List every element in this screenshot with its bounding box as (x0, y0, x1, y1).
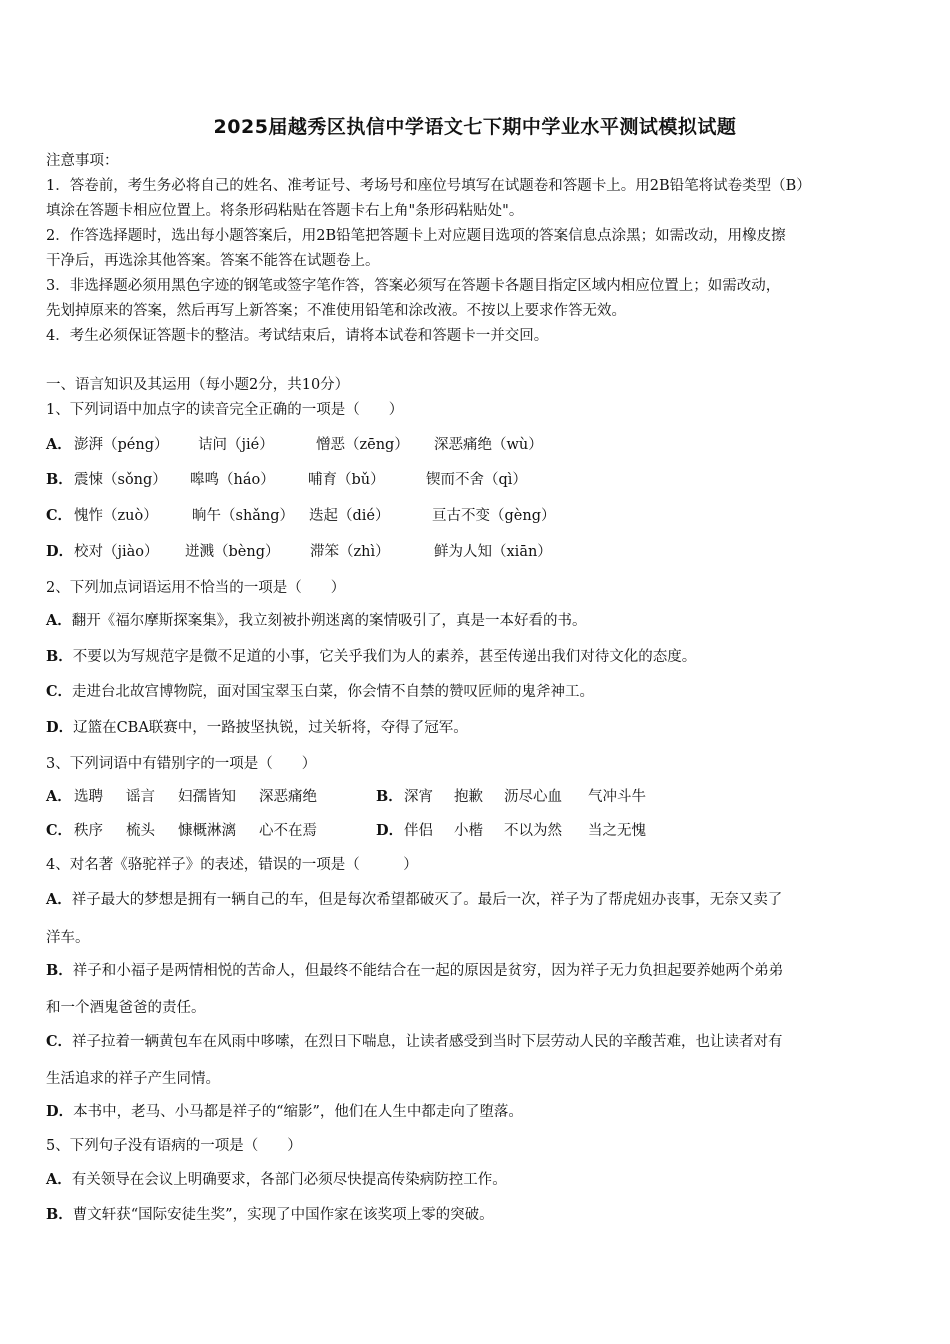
option-letter: B． (46, 962, 73, 979)
option-letter: A． (46, 1171, 72, 1188)
q1-option-d: D．校对（jiào） 迸溅（bèng） 滞笨（zhì） 鲜为人知（xiān） (46, 543, 552, 560)
notes-line: 2．作答选择题时，选出每小题答案后，用2B铅笔把答题卡上对应题目选项的答案信息点涂黑；如需改动，用橡皮擦 (46, 228, 786, 244)
option-letter: A． (46, 891, 72, 908)
q5-option-b: B．曹文轩获“国际安徒生奖”，实现了中国作家在该奖项上零的突破。 (46, 1206, 494, 1223)
question-2-stem: 2、下列加点词语运用不恰当的一项是（ ） (46, 580, 346, 596)
q4-option-a: A．祥子最大的梦想是拥有一辆自己的车，但是每次希望都破灭了。最后一次，祥子为了帮虎妞办丧事，无奈又卖了 (46, 891, 783, 908)
question-5-stem: 5、下列句子没有语病的一项是（ ） (46, 1138, 302, 1154)
q5-option-a: A．有关领导在会议上明确要求，各部门必须尽快提高传染病防控工作。 (46, 1171, 507, 1188)
q4-option-a-cont: 洋车。 (46, 930, 90, 946)
q2-option-a: A．翻开《福尔摩斯探案集》，我立刻被扑朔迷离的案情吸引了，真是一本好看的书。 (46, 612, 587, 629)
q2-option-d: D．辽篮在CBA联赛中，一路披坚执锐，过关斩将，夺得了冠军。 (46, 719, 468, 736)
option-letter: A． (46, 612, 72, 629)
notes-heading: 注意事项： (46, 153, 119, 169)
notes-line: 填涂在答题卡相应位置上。将条形码粘贴在答题卡右上角"条形码粘贴处"。 (46, 203, 524, 219)
q4-option-c: C．祥子拉着一辆黄包车在风雨中哆嗦，在烈日下喘息，让读者感受到当时下层劳动人民的辛酸苦难，也让读者对有 (46, 1033, 783, 1050)
option-letter: C． (46, 1033, 73, 1050)
q1-option-c: C． 愧怍（zuò） 晌午（shǎng） 迭起（dié） 亘古不变（gèng） (46, 507, 556, 524)
question-4-stem: 4、对名著《骆驼祥子》的表述，错误的一项是（ ） (46, 857, 418, 873)
section-heading: 一、语言知识及其运用（每小题2分，共10分） (46, 377, 350, 393)
q1-option-b: B．震悚（sǒng） 嗥鸣（háo） 哺育（bǔ） 锲而不舍（qì） (46, 471, 527, 488)
q3-options-cd: C． 秩序 梳头 慷概淋漓 心不在焉 D．伴侣 小楷 不以为然 当之无愧 (46, 822, 646, 839)
q4-option-b: B．祥子和小福子是两情相悦的苦命人，但最终不能结合在一起的原因是贫穷，因为祥子无力负担起要养她两个弟弟 (46, 962, 784, 979)
q2-option-c: C．走进台北故宫博物院，面对国宝翠玉白菜，你会情不自禁的赞叹匠师的鬼斧神工。 (46, 683, 595, 700)
option-letter: B． (46, 648, 73, 665)
q4-option-d: D．本书中，老马、小马都是祥子的“缩影”，他们在人生中都走向了堕落。 (46, 1103, 523, 1120)
option-letter: D． (46, 1103, 74, 1120)
notes-line: 干净后，再选涂其他答案。答案不能答在试题卷上。 (46, 253, 380, 269)
q1-option-a: A． 澎湃（péng） 诘问（jié） 憎恶（zēng） 深恶痛绝（wù） (46, 436, 543, 453)
option-letter: D． (46, 719, 74, 736)
q2-option-b: B．不要以为写规范字是微不足道的小事，它关乎我们为人的素养，甚至传递出我们对待文化的态度。 (46, 648, 697, 665)
q4-option-b-cont: 和一个酒鬼爸爸的责任。 (46, 1000, 206, 1016)
notes-line: 4．考生必须保证答题卡的整洁。考试结束后，请将本试卷和答题卡一并交回。 (46, 328, 549, 344)
question-3-stem: 3、下列词语中有错别字的一项是（ ） (46, 756, 317, 772)
page-title: 2025届越秀区执信中学语文七下期中学业水平测试模拟试题 (213, 116, 737, 138)
q4-option-c-cont: 生活追求的祥子产生同情。 (46, 1071, 220, 1087)
notes-line: 先划掉原来的答案，然后再写上新答案；不准使用铅笔和涂改液。不按以上要求作答无效。 (46, 303, 626, 319)
notes-line: 3．非选择题必须用黑色字迹的钢笔或签字笔作答，答案必须写在答题卡各题目指定区域内相应位置上；如需改动， (46, 278, 781, 294)
option-letter: B． (46, 1206, 73, 1223)
q3-options-ab: A． 选聘 谣言 妇孺皆知 深恶痛绝 B．深宵 抱歉 沥尽心血 气冲斗牛 (46, 788, 646, 805)
option-letter: C． (46, 683, 73, 700)
notes-line: 1．答卷前，考生务必将自己的姓名、准考证号、考场号和座位号填写在试题卷和答题卡上。用2B铅笔将试卷类型（B） (46, 178, 811, 194)
question-1-stem: 1、下列词语中加点字的读音完全正确的一项是（ ） (46, 402, 404, 418)
